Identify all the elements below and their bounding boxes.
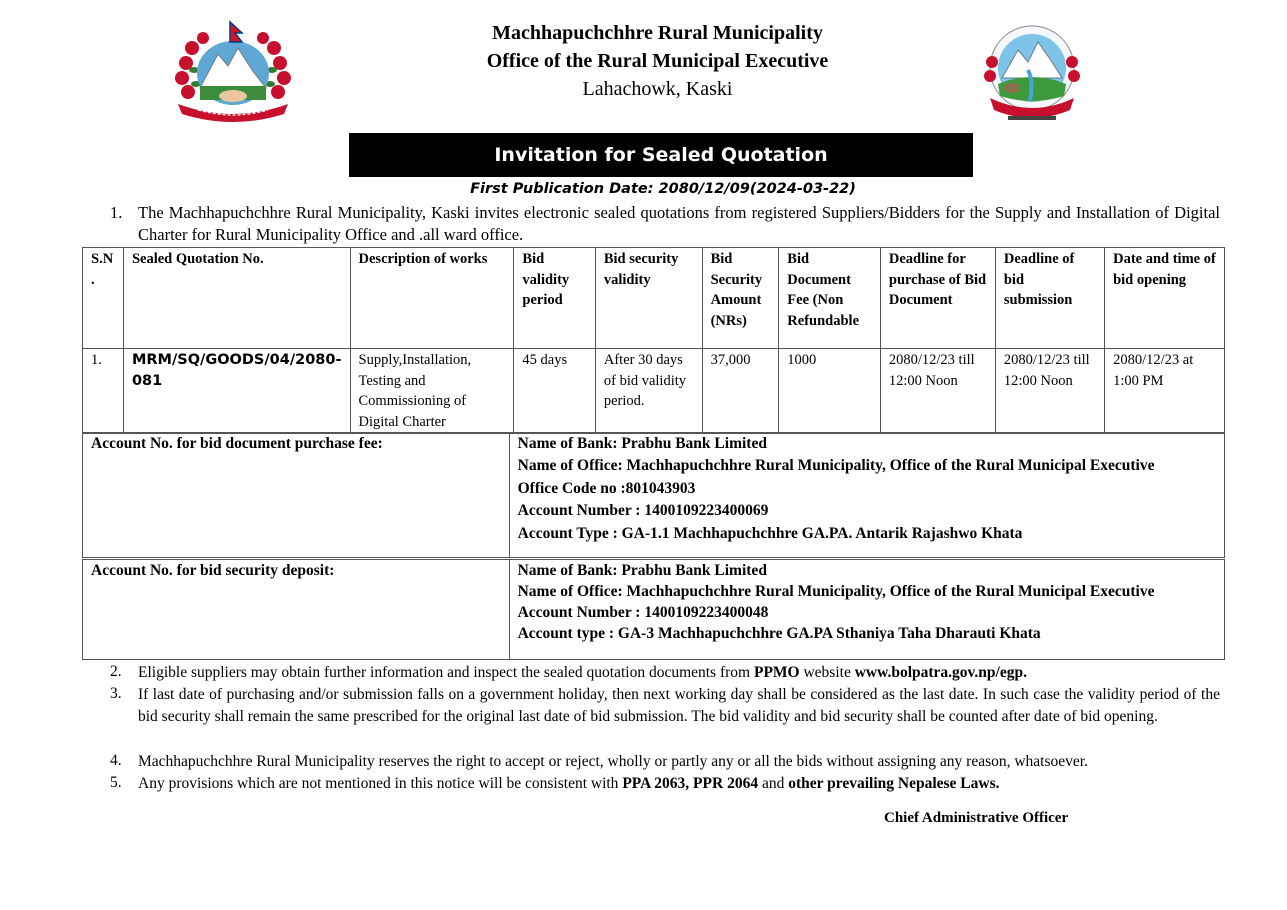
note-2-ppmo: PPMO — [753, 664, 800, 681]
cell-description: Supply,Installation, Testing and Commissioning of Digital Charter — [350, 349, 514, 434]
header-deadline-purchase: Deadline for purchase of Bid Document — [880, 248, 995, 349]
account-security-type: Account type : GA-3 Machhapuchchhre GA.PA Sthaniya Taha Dharauti Khata — [517, 625, 1041, 642]
municipality-name: Machhapuchchhre Rural Municipality — [492, 22, 823, 44]
header-security-amount: Bid Security Amount (NRs) — [702, 248, 779, 349]
header-security-validity: Bid security validity — [595, 248, 702, 349]
note-2-text: Eligible suppliers may obtain further information and inspect the sealed quotation documents from — [138, 664, 754, 681]
account-security-bank: Name of Bank: Prabhu Bank Limited — [517, 562, 767, 579]
header-bid-validity: Bid validity period — [514, 248, 595, 349]
publication-date: First Publication Date: 2080/12/09(2024-03-22) — [470, 181, 856, 197]
signatory-title: Chief Administrative Officer — [884, 810, 1069, 826]
account-purchase-label: Account No. for bid document purchase fee: — [83, 433, 510, 558]
cell-deadline-submission: 2080/12/23 till 12:00 Noon — [995, 349, 1104, 434]
account-purchase-type: Account Type : GA-1.1 Machhapuchchhre GA.PA. Antarik Rajashwo Khata — [517, 524, 1023, 542]
cell-document-fee: 1000 — [779, 349, 881, 434]
note-3: If last date of purchasing and/or submission falls on a government holiday, then next working day shall be considered as the last date. In such case the validity period of the bid security shall remain the same prescribed for the original last date of bid submission. The bid validity and bid security shall be counted after date of bid opening. — [138, 686, 1220, 726]
note-4: Machhapuchchhre Rural Municipality reserves the right to accept or reject, wholly or partly any or all the bids without assigning any reason, whatsoever. — [138, 753, 1088, 770]
note-2-text-2: website — [799, 664, 855, 681]
note-5-acts: PPA 2063, PPR 2064 — [622, 775, 759, 792]
cell-sn: 1. — [83, 349, 124, 434]
note-3-number: 3. — [110, 685, 122, 702]
note-2 — [138, 662, 1220, 684]
note-5-number: 5. — [110, 774, 122, 791]
cell-bid-validity: 45 days — [514, 349, 595, 434]
account-purchase-table — [82, 432, 1225, 558]
note-5-text: Any provisions which are not mentioned in this notice will be consistent with — [138, 775, 623, 792]
header-opening: Date and time of bid opening — [1105, 248, 1225, 349]
cell-opening: 2080/12/23 at 1:00 PM — [1105, 349, 1225, 434]
account-purchase-code: Office Code no :801043903 — [517, 479, 696, 497]
account-purchase-bank: Name of Bank: Prabhu Bank Limited — [517, 435, 767, 452]
intro-paragraph: The Machhapuchchhre Rural Municipality, Kaski invites electronic sealed quotations from registered Suppliers/Bidders for the Supply and Installation of Digital Charter for Rural Municipality Office and .all ward office. — [138, 203, 1220, 244]
header-deadline-submission: Deadline of bid submission — [995, 248, 1104, 349]
intro-number: 1. — [110, 203, 123, 222]
note-5-text-2: and — [758, 775, 789, 792]
header-document-fee: Bid Document Fee (Non Refundable — [779, 248, 881, 349]
bolpatra-link[interactable]: www.bolpatra.gov.np/egp. — [854, 664, 1027, 681]
cell-security-amount: 37,000 — [702, 349, 779, 434]
office-name: Office of the Rural Municipal Executive — [486, 50, 829, 72]
note-5 — [138, 773, 1220, 795]
header-description: Description of works — [350, 248, 514, 349]
account-security-office: Name of Office: Machhapuchchhre Rural Municipality, Office of the Rural Municipal Executive — [517, 583, 1155, 600]
account-purchase-number: Account Number : 1400109223400069 — [517, 502, 769, 520]
note-4-number: 4. — [110, 752, 122, 769]
notice-title: Invitation for Sealed Quotation — [494, 144, 828, 166]
account-security-table — [82, 559, 1225, 660]
header-quotation-no: Sealed Quotation No. — [123, 248, 350, 349]
office-location: Lahachowk, Kaski — [582, 78, 733, 100]
table-header-row — [83, 248, 1225, 349]
note-2-number: 2. — [110, 663, 122, 680]
table-row — [83, 349, 1225, 434]
account-security-details — [509, 560, 1224, 660]
cell-deadline-purchase: 2080/12/23 till 12:00 Noon — [880, 349, 995, 434]
account-security-label: Account No. for bid security deposit: — [83, 560, 510, 660]
account-purchase-office: Name of Office: Machhapuchchhre Rural Municipality, Office of the Rural Municipal Executive — [517, 457, 1155, 475]
account-security-number: Account Number : 1400109223400048 — [517, 604, 769, 621]
header-sn: S.N . — [83, 248, 124, 349]
cell-quotation-no: MRM/SQ/GOODS/04/2080-081 — [123, 349, 350, 434]
quotation-table — [82, 247, 1225, 434]
note-5-laws: other prevailing Nepalese Laws. — [788, 775, 1000, 792]
account-purchase-details — [509, 433, 1224, 558]
cell-security-validity: After 30 days of bid validity period. — [595, 349, 702, 434]
notice-title-banner — [349, 133, 973, 177]
